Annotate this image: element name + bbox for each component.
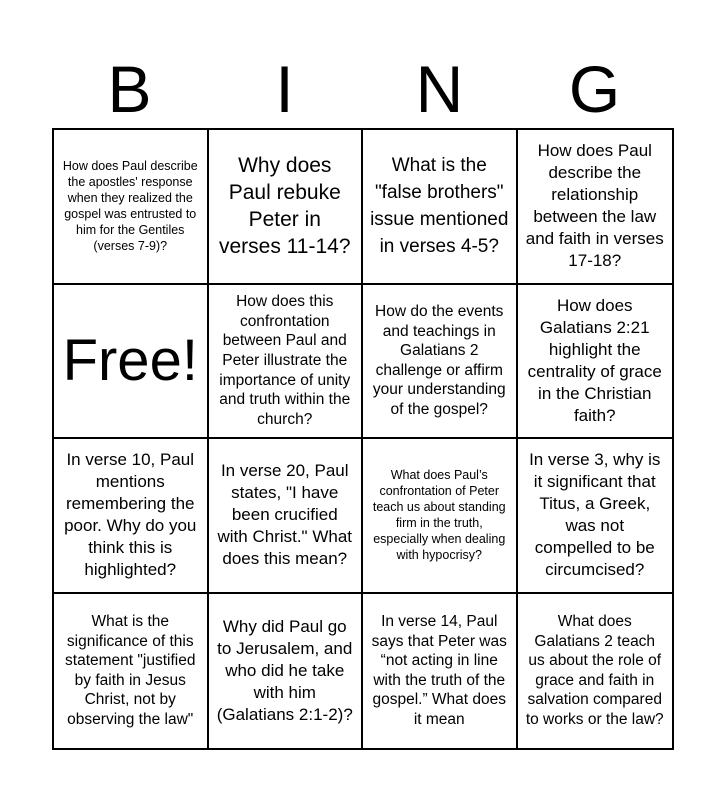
cell-text: How does Paul describe the apostles' response when they realized the gospel was entrusted to him for the Gentiles (verses 7-9)? — [62, 159, 198, 254]
header-letter-n: N — [415, 52, 464, 126]
cell-text: In verse 20, Paul states, "I have been crucified with Christ." What does this mean? — [217, 461, 352, 569]
cell-text: How does Galatians 2:21 highlight the centrality of grace in the Christian faith? — [527, 295, 662, 425]
bingo-cell[interactable] — [363, 594, 518, 749]
bingo-cell[interactable] — [209, 285, 364, 440]
cell-text: In verse 14, Paul says that Peter was “not acting in line with the truth of the gospel.” What does it mean — [371, 612, 507, 728]
cell-text: What does Paul’s confrontation of Peter teach us about standing firm in the truth, especially when dealing with hypocrisy? — [372, 468, 506, 563]
bingo-cell[interactable] — [363, 285, 518, 440]
cell-text: Why does Paul rebuke Peter in verses 11-14? — [218, 154, 351, 259]
header-letter-i: I — [275, 52, 294, 126]
cell-text: In verse 3, why is it significant that Titus, a Greek, was not compelled to be circumcised? — [529, 450, 661, 580]
cell-text: How do the events and teachings in Galatians 2 challenge or affirm your understanding of the gospel? — [372, 302, 506, 418]
bingo-cell[interactable] — [209, 594, 364, 749]
bingo-cell[interactable] — [518, 594, 673, 749]
cell-text: Why did Paul go to Jerusalem, and who did he take with him (Galatians 2:1-2)? — [216, 616, 353, 724]
cell-text: How does this confrontation between Paul and Peter illustrate the importance of unity and truth within the church? — [219, 293, 351, 428]
header-letter-b: B — [107, 52, 152, 126]
free-space-label: Free! — [62, 327, 198, 393]
cell-text: What is the "false brothers" issue mentioned in verses 4-5? — [370, 155, 509, 258]
bingo-cell[interactable] — [54, 594, 209, 749]
bingo-cell[interactable] — [209, 439, 364, 594]
bingo-cell[interactable] — [518, 130, 673, 285]
bingo-header — [52, 50, 672, 128]
cell-text: In verse 10, Paul mentions remembering the poor. Why do you think this is highlighted? — [64, 450, 197, 580]
bingo-cell[interactable] — [518, 285, 673, 440]
bingo-cell[interactable] — [54, 439, 209, 594]
bingo-cell[interactable] — [209, 130, 364, 285]
free-space-cell[interactable] — [54, 285, 209, 440]
bingo-cell[interactable] — [363, 130, 518, 285]
cell-text: How does Paul describe the relationship between the law and faith in verses 17-18? — [525, 141, 664, 271]
bingo-cell[interactable] — [518, 439, 673, 594]
bingo-cell[interactable] — [363, 439, 518, 594]
cell-text: What does Galatians 2 teach us about the role of grace and faith in salvation compared to works or the law? — [525, 612, 664, 728]
bingo-cell[interactable] — [54, 130, 209, 285]
cell-text: What is the significance of this statement "justified by faith in Jesus Christ, not by observing the law" — [65, 612, 196, 728]
header-letter-g: G — [568, 52, 621, 126]
bingo-card — [52, 128, 674, 750]
